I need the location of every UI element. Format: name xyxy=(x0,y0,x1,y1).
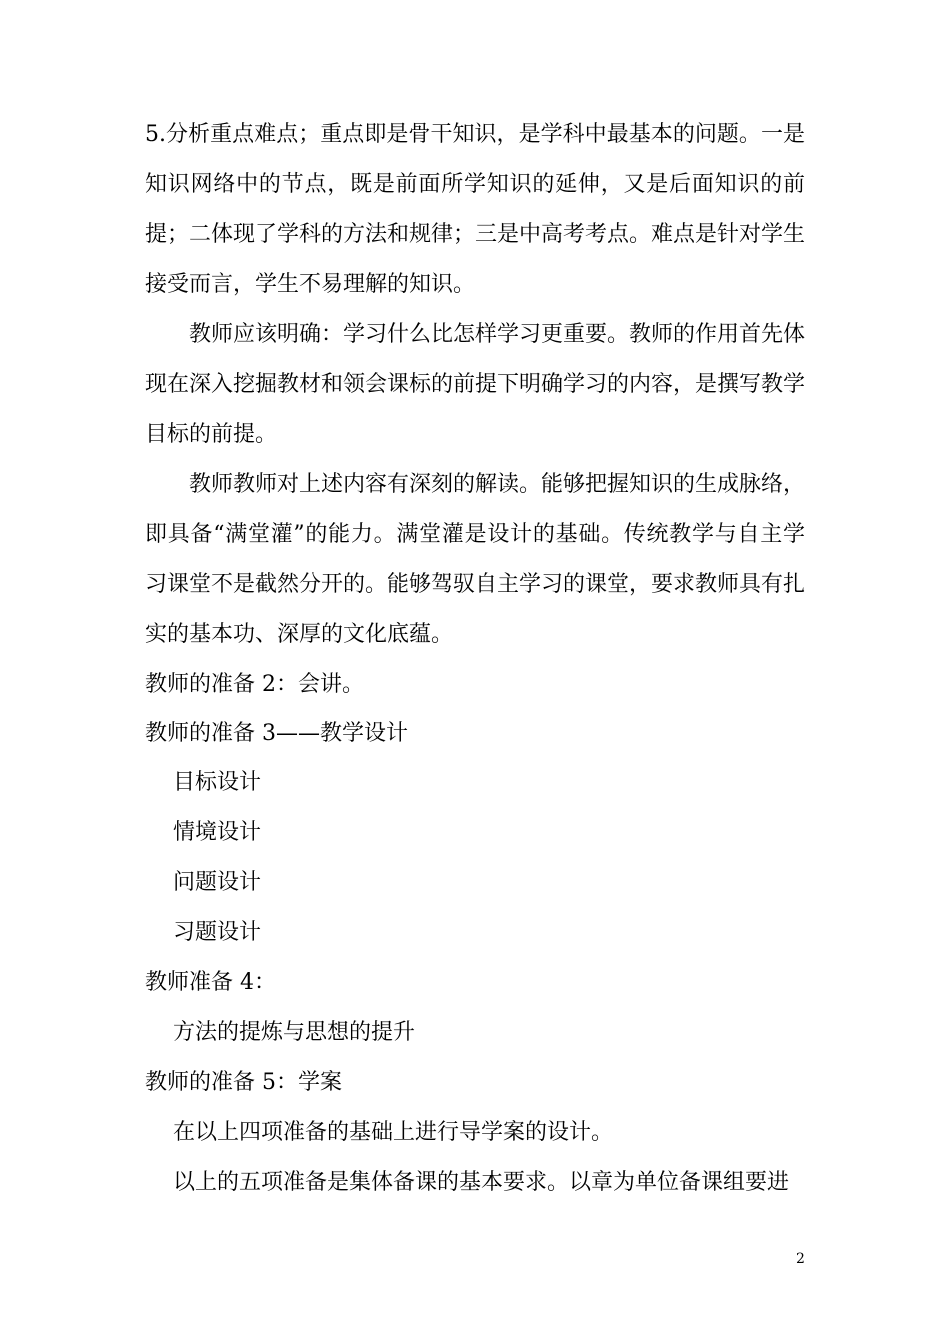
list-item-situation-design: 情境设计 xyxy=(173,820,262,845)
paragraph-teacher-interpretation: 教师教师对上述内容有深刻的解读。能够把握知识的生成脉络，即具备“满堂灌”的能力。满堂灌是设计的基础。传统教学与自主学习课堂不是截然分开的。能够驾驭自主学习的课堂，要求教师具有扎实的基本功、深厚的文化底蕴。 xyxy=(145,472,806,647)
heading-preparation-5: 教师的准备 5：学案 xyxy=(145,1070,342,1095)
text-study-plan-design: 在以上四项准备的基础上进行导学案的设计。 xyxy=(173,1120,614,1145)
list-item-question-design: 问题设计 xyxy=(173,870,262,895)
heading-preparation-2: 教师的准备 2：会讲。 xyxy=(145,672,364,697)
page-number: 2 xyxy=(796,1251,805,1267)
text-five-preparations: 以上的五项准备是集体备课的基本要求。以章为单位备课组要进 xyxy=(173,1170,790,1195)
heading-preparation-4: 教师准备 4： xyxy=(145,970,276,995)
paragraph-teacher-clarity: 教师应该明确：学习什么比怎样学习更重要。教师的作用首先体现在深入挖掘教材和领会课标的前提下明确学习的内容，是撰写教学目标的前提。 xyxy=(145,322,806,447)
list-item-goal-design: 目标设计 xyxy=(173,770,262,795)
list-item-method-thinking: 方法的提炼与思想的提升 xyxy=(173,1020,416,1045)
paragraph-key-points: 5.分析重点难点；重点即是骨干知识，是学科中最基本的问题。一是知识网络中的节点，既是前面所学知识的延伸，又是后面知识的前提；二体现了学科的方法和规律；三是中高考考点。难点是针对学生接受而言，学生不易理解的知识。 xyxy=(145,122,806,297)
list-item-exercise-design: 习题设计 xyxy=(173,920,262,945)
heading-preparation-3: 教师的准备 3——教学设计 xyxy=(145,721,408,746)
